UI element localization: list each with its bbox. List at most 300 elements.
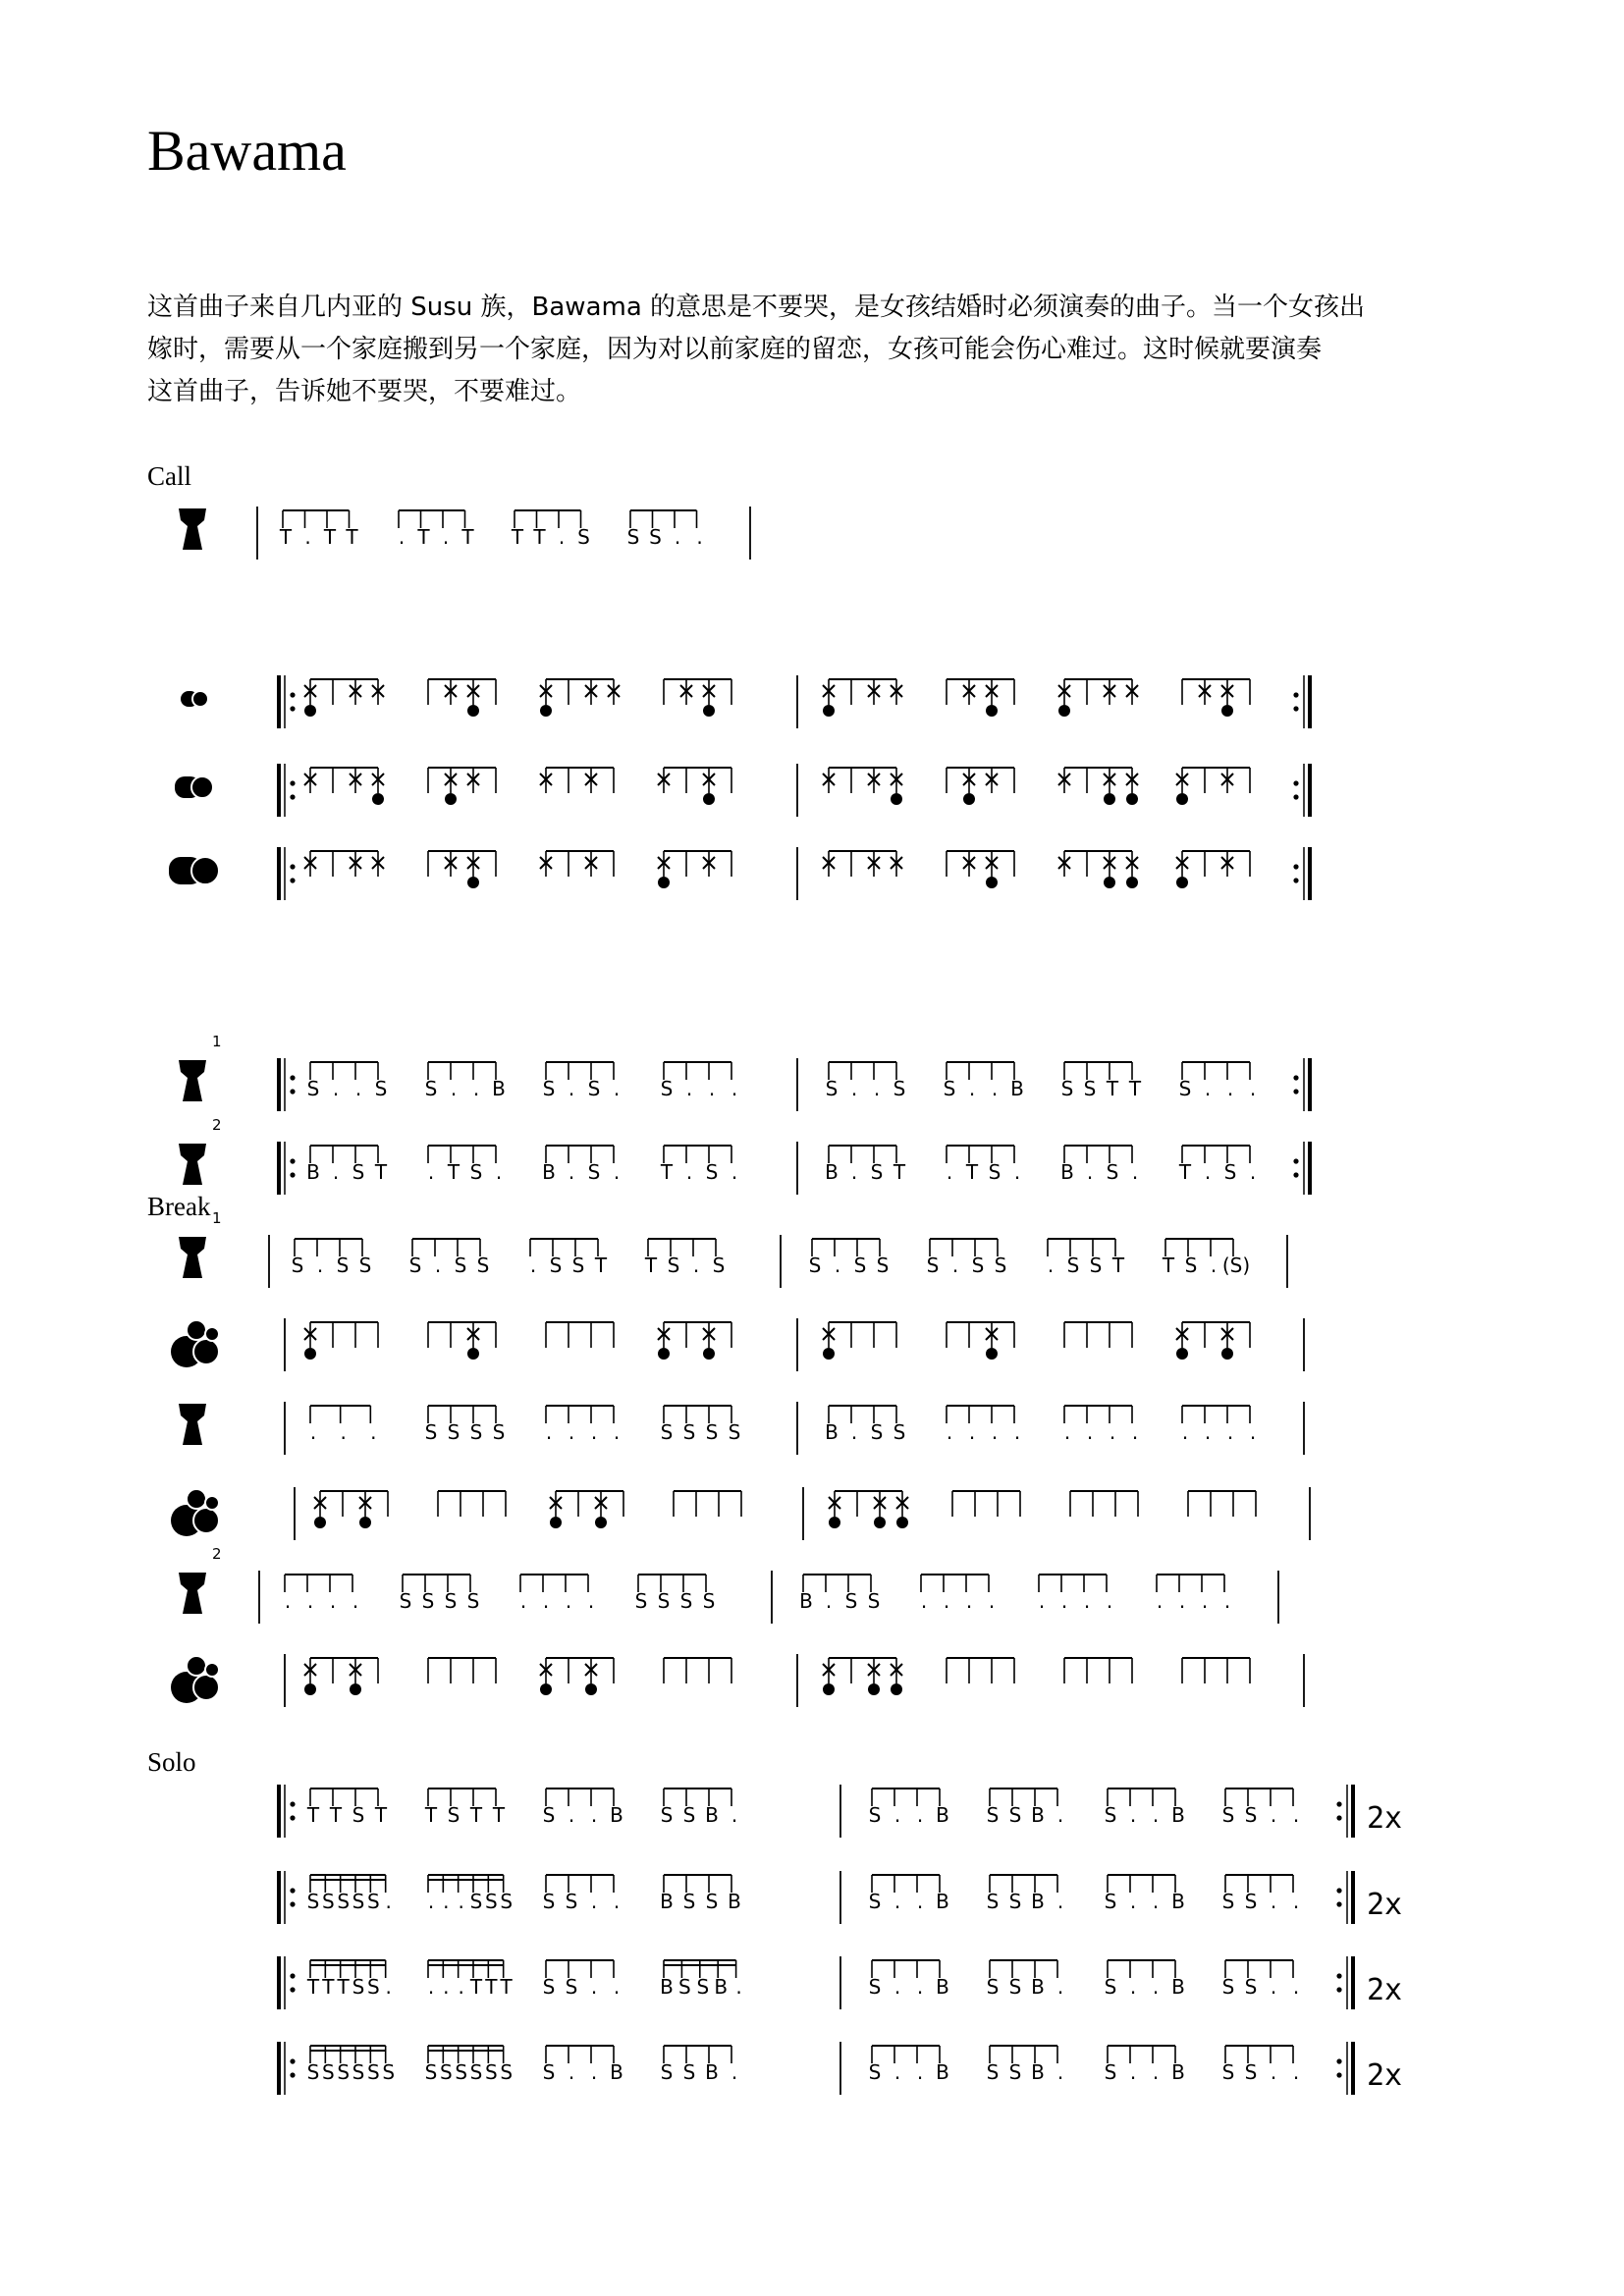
- stroke-letter: B: [1031, 1803, 1045, 1827]
- rest-dot: .: [735, 1975, 742, 1999]
- drum-hit: [1126, 877, 1138, 888]
- stroke-letter: S: [825, 1077, 839, 1100]
- stroke-letter: S: [667, 1254, 680, 1277]
- intro-line: 这首曲子来自几内亚的 Susu 族，Bawama 的意思是不要哭，是女孩结婚时必须演奏的曲子。当一个女孩出: [147, 293, 1366, 322]
- stroke-letter: S: [728, 1420, 741, 1444]
- repeat-dot: [1336, 1973, 1341, 1978]
- stroke-letter: S: [660, 2060, 674, 2084]
- repeat-dot: [1293, 1158, 1298, 1163]
- rest-dot: .: [443, 1890, 450, 1913]
- rest-dot: .: [1129, 1890, 1137, 1913]
- drum-hit: [585, 1683, 597, 1695]
- stroke-letter: S: [469, 2060, 483, 2084]
- stroke-letter: S: [366, 1890, 380, 1913]
- rest-dot: .: [519, 1589, 527, 1613]
- stroke-letter: B: [660, 1890, 674, 1913]
- stroke-letter: S: [421, 1589, 435, 1613]
- drum-hit: [1104, 793, 1115, 805]
- intro-line: 嫁时，需要从一个家庭搬到另一个家庭，因为对以前家庭的留恋，女孩可能会伤心难过。这时候就要演奏: [147, 335, 1323, 364]
- stroke-letter: T: [644, 1254, 658, 1277]
- rest-dot: .: [443, 1975, 450, 1999]
- stroke-letter: T: [492, 1803, 506, 1827]
- voice-number: 1: [212, 1209, 222, 1227]
- rest-dot: .: [590, 2060, 598, 2084]
- stroke-letter: S: [337, 2060, 351, 2084]
- rest-dot: .: [1109, 1420, 1116, 1444]
- repeat-dot: [290, 1815, 295, 1820]
- stroke-letter: B: [1171, 1803, 1185, 1827]
- stroke-letter: S: [660, 1420, 674, 1444]
- rest-dot: .: [590, 1975, 598, 1999]
- stroke-letter: S: [321, 1890, 335, 1913]
- stroke-letter: T: [469, 1975, 483, 1999]
- rest-dot: .: [1292, 1803, 1300, 1827]
- rest-dot: .: [988, 1589, 996, 1613]
- drum-hit: [891, 793, 902, 805]
- drum-hit: [874, 1517, 886, 1528]
- drum-hit: [550, 1517, 562, 1528]
- rest-dot: .: [685, 1160, 693, 1184]
- stroke-letter: S: [1008, 1890, 1022, 1913]
- stroke-letter: S: [971, 1254, 985, 1277]
- stroke-letter: B: [542, 1160, 556, 1184]
- stroke-letter: S: [358, 1254, 372, 1277]
- rest-dot: .: [1270, 1803, 1277, 1827]
- stroke-letter: S: [705, 1890, 719, 1913]
- stroke-letter: S: [337, 1890, 351, 1913]
- rest-dot: .: [1226, 1077, 1234, 1100]
- rest-dot: .: [1106, 1589, 1113, 1613]
- rest-dot: .: [968, 1420, 976, 1444]
- drum-hit: [658, 1348, 670, 1360]
- rest-dot: .: [1292, 2060, 1300, 2084]
- stroke-letter: T: [1162, 1254, 1175, 1277]
- dundun-set-icon: [171, 1656, 219, 1703]
- stroke-letter: B: [705, 1803, 719, 1827]
- rest-dot: .: [916, 1803, 924, 1827]
- rest-dot: .: [1131, 1420, 1139, 1444]
- stroke-letter: S: [986, 1803, 1000, 1827]
- rest-dot: .: [1063, 1420, 1071, 1444]
- rest-dot: .: [1129, 1803, 1137, 1827]
- stroke-letter: S: [484, 2060, 498, 2084]
- stroke-letter: T: [500, 1975, 513, 1999]
- rest-dot: .: [427, 1975, 435, 1999]
- rest-dot: .: [309, 1420, 317, 1444]
- rest-dot: .: [731, 1077, 738, 1100]
- rest-dot: .: [329, 1589, 337, 1613]
- stroke-letter: S: [844, 1589, 858, 1613]
- drum-hit: [359, 1517, 371, 1528]
- stroke-letter: S: [447, 1420, 460, 1444]
- drum-hit: [986, 1348, 998, 1360]
- stroke-letter: B: [1031, 1975, 1045, 1999]
- stroke-letter: S: [712, 1254, 726, 1277]
- stroke-letter: S: [492, 1420, 506, 1444]
- djembe-icon: [179, 1144, 206, 1185]
- page-title: Bawama: [147, 119, 347, 183]
- kenkeni-icon: [181, 691, 208, 707]
- rest-dot: .: [1292, 1890, 1300, 1913]
- stroke-letter: S: [1104, 1803, 1117, 1827]
- stroke-letter: S: [682, 2060, 696, 2084]
- stroke-letter: T: [594, 1254, 608, 1277]
- drum-hit: [823, 705, 835, 717]
- stroke-letter: S: [366, 2060, 380, 2084]
- rest-dot: .: [458, 1890, 464, 1913]
- repeat-dot: [290, 1901, 295, 1906]
- stroke-letter: T: [279, 525, 293, 549]
- drum-hit: [445, 793, 457, 805]
- stroke-letter: S: [705, 1160, 719, 1184]
- rest-dot: .: [1270, 1890, 1277, 1913]
- repeat-dot: [1336, 2072, 1341, 2077]
- djembe-icon: [179, 1573, 206, 1614]
- voice-number: 2: [212, 1116, 222, 1134]
- stroke-letter: S: [366, 1975, 380, 1999]
- rest-dot: .: [991, 1420, 999, 1444]
- rest-dot: .: [613, 1420, 621, 1444]
- stroke-letter: B: [936, 1975, 949, 1999]
- rest-dot: .: [1204, 1420, 1212, 1444]
- rest-dot: .: [332, 1160, 340, 1184]
- stroke-letter: B: [1060, 1160, 1074, 1184]
- stroke-letter: B: [936, 1890, 949, 1913]
- drum-hit: [304, 705, 316, 717]
- rest-dot: .: [1226, 1420, 1234, 1444]
- stroke-letter: T: [424, 1803, 438, 1827]
- repeat-dot: [1336, 1901, 1341, 1906]
- stroke-letter: S: [1223, 1160, 1237, 1184]
- drum-hit: [1221, 1348, 1233, 1360]
- djembe-icon: [179, 508, 206, 550]
- repeat-dot: [1336, 1815, 1341, 1820]
- repeat-dot: [1336, 2058, 1341, 2063]
- stroke-letter: S: [705, 1420, 719, 1444]
- stroke-letter: S: [306, 1890, 320, 1913]
- dundunba-icon: [169, 857, 219, 884]
- stroke-letter: S: [986, 1890, 1000, 1913]
- repeat-dot: [1293, 692, 1298, 697]
- stroke-letter: T: [306, 1803, 320, 1827]
- rest-dot: .: [1086, 1160, 1094, 1184]
- stroke-letter: S: [853, 1254, 867, 1277]
- stroke-letter: S: [1184, 1254, 1198, 1277]
- stroke-letter: B: [825, 1160, 839, 1184]
- rest-dot: .: [965, 1589, 973, 1613]
- drum-hit: [372, 793, 384, 805]
- rest-dot: .: [916, 2060, 924, 2084]
- stroke-letter: B: [610, 2060, 623, 2084]
- rest-dot: .: [946, 1420, 953, 1444]
- stroke-letter: S: [660, 1803, 674, 1827]
- stroke-letter: S: [542, 1803, 556, 1827]
- stroke-letter: B: [728, 1890, 741, 1913]
- stroke-letter: T: [965, 1160, 979, 1184]
- stroke-letter: S: [696, 1975, 710, 1999]
- stroke-letter: S: [476, 1254, 490, 1277]
- stroke-letter: T: [1128, 1077, 1142, 1100]
- rest-dot: .: [590, 1420, 598, 1444]
- rest-dot: .: [450, 1077, 458, 1100]
- stroke-letter: S: [484, 1890, 498, 1913]
- stroke-letter: S: [1178, 1077, 1192, 1100]
- repeat-dot: [1293, 1075, 1298, 1080]
- stroke-letter: S: [454, 1254, 467, 1277]
- stroke-letter: B: [610, 1803, 623, 1827]
- djembe-icon: [179, 1060, 206, 1101]
- rest-dot: .: [1270, 1975, 1277, 1999]
- rest-dot: .: [1038, 1589, 1046, 1613]
- repeat-dot: [290, 1075, 295, 1080]
- section-label-solo: Solo: [147, 1747, 196, 1777]
- stroke-letter: S: [1221, 1890, 1235, 1913]
- rest-dot: .: [385, 1890, 392, 1913]
- rest-dot: .: [565, 1589, 572, 1613]
- drum-hit: [1058, 705, 1070, 717]
- drum-hit: [467, 1348, 479, 1360]
- stroke-letter: T: [533, 525, 546, 549]
- rest-dot: .: [472, 1077, 480, 1100]
- stroke-letter: S: [469, 1160, 483, 1184]
- dundun-set-icon: [171, 1320, 219, 1367]
- rest-dot: .: [587, 1589, 595, 1613]
- stroke-letter: S: [808, 1254, 822, 1277]
- stroke-letter: T: [306, 1975, 320, 1999]
- stroke-letter: S: [306, 1077, 320, 1100]
- rest-dot: .: [590, 1803, 598, 1827]
- stroke-letter: B: [825, 1420, 839, 1444]
- intro-line: 这首曲子，告诉她不要哭，不要难过。: [147, 377, 582, 406]
- stroke-letter: S: [943, 1077, 956, 1100]
- stroke-letter: B: [714, 1975, 729, 1999]
- rest-dot: .: [1129, 2060, 1137, 2084]
- rest-dot: .: [674, 525, 681, 549]
- stroke-letter: T: [417, 525, 430, 549]
- rest-dot: .: [1152, 1803, 1160, 1827]
- drum-hit: [467, 877, 479, 888]
- repeat-dot: [290, 1089, 295, 1094]
- rest-dot: .: [1181, 1420, 1189, 1444]
- rest-dot: .: [558, 525, 566, 549]
- stroke-letter: S: [399, 1589, 412, 1613]
- repeat-dot: [290, 2072, 295, 2077]
- stroke-letter: S: [876, 1254, 890, 1277]
- djembe-icon: [179, 1404, 206, 1445]
- stroke-letter: B: [1171, 2060, 1185, 2084]
- rest-dot: .: [1249, 1420, 1257, 1444]
- rest-dot: .: [613, 1975, 621, 1999]
- stroke-letter: T: [485, 1975, 498, 1999]
- repeat-dot: [1336, 1987, 1341, 1992]
- rest-dot: .: [529, 1254, 537, 1277]
- rest-dot: .: [1083, 1589, 1091, 1613]
- drum-hit: [1104, 877, 1115, 888]
- rest-dot: .: [991, 1077, 999, 1100]
- rest-dot: .: [893, 2060, 901, 2084]
- stroke-letter: S: [447, 1803, 460, 1827]
- repeat-dot: [290, 2058, 295, 2063]
- djembe-icon: [179, 1237, 206, 1278]
- rest-dot: .: [352, 1589, 359, 1613]
- stroke-letter: S: [455, 2060, 468, 2084]
- stroke-letter: S: [657, 1589, 671, 1613]
- stroke-letter: B: [1031, 1890, 1045, 1913]
- stroke-letter: B: [1171, 1890, 1185, 1913]
- rest-dot: .: [1156, 1589, 1164, 1613]
- stroke-letter: S: [893, 1077, 906, 1100]
- rest-dot: .: [1131, 1160, 1139, 1184]
- stroke-letter: S: [626, 525, 640, 549]
- stroke-letter: S: [352, 2060, 365, 2084]
- stroke-letter: B: [306, 1160, 320, 1184]
- rest-dot: .: [1086, 1420, 1094, 1444]
- rest-dot: .: [495, 1160, 503, 1184]
- stroke-letter: S: [682, 1803, 696, 1827]
- stroke-letter: S: [500, 1890, 514, 1913]
- rest-dot: .: [1013, 1160, 1021, 1184]
- repeat-dot: [1293, 780, 1298, 785]
- stroke-letter: T: [323, 525, 337, 549]
- rest-dot: .: [458, 1975, 464, 1999]
- rest-dot: .: [834, 1254, 841, 1277]
- stroke-letter: S: [649, 525, 662, 549]
- stroke-letter: S: [1083, 1077, 1097, 1100]
- drum-hit: [963, 793, 975, 805]
- stroke-letter: S: [682, 1890, 696, 1913]
- stroke-letter: T: [511, 525, 524, 549]
- stroke-letter: T: [374, 1160, 388, 1184]
- rest-dot: .: [398, 525, 406, 549]
- rest-dot: .: [354, 1077, 362, 1100]
- stroke-letter: S: [577, 525, 590, 549]
- repeat-dot: [290, 1801, 295, 1806]
- rest-dot: .: [1047, 1254, 1055, 1277]
- stroke-letter: S: [660, 1077, 674, 1100]
- drum-hit: [304, 1348, 316, 1360]
- rest-dot: .: [370, 1420, 377, 1444]
- rest-dot: .: [893, 1803, 901, 1827]
- drum-hit: [540, 1683, 552, 1695]
- rest-dot: .: [1178, 1589, 1186, 1613]
- stroke-letter: S: [542, 1890, 556, 1913]
- stroke-letter: S: [352, 1803, 365, 1827]
- stroke-letter: S: [542, 2060, 556, 2084]
- stroke-letter: T: [346, 525, 358, 549]
- rest-dot: .: [893, 1890, 901, 1913]
- stroke-letter: S: [1008, 1975, 1022, 1999]
- stroke-letter: S: [542, 1975, 556, 1999]
- repeat-dot: [290, 864, 295, 869]
- stroke-letter: S: [1244, 1890, 1258, 1913]
- stroke-letter: S: [1244, 1803, 1258, 1827]
- stroke-letter: T: [337, 1975, 350, 1999]
- stroke-letter: S: [1221, 2060, 1235, 2084]
- rest-dot: .: [850, 1160, 858, 1184]
- stroke-letter: T: [329, 1803, 343, 1827]
- stroke-letter: B: [936, 1803, 949, 1827]
- stroke-letter: S: [424, 1420, 438, 1444]
- drum-hit: [314, 1517, 326, 1528]
- drum-hit: [703, 793, 715, 805]
- stroke-letter: S: [988, 1160, 1001, 1184]
- rest-dot: .: [1152, 1890, 1160, 1913]
- rest-dot: .: [427, 1890, 435, 1913]
- stroke-letter: B: [705, 2060, 719, 2084]
- stroke-letter: B: [799, 1589, 813, 1613]
- rest-dot: .: [731, 2060, 738, 2084]
- rest-dot: .: [951, 1254, 959, 1277]
- rest-dot: .: [1210, 1254, 1218, 1277]
- repeat-dot: [290, 1888, 295, 1893]
- stroke-letter: T: [322, 1975, 335, 1999]
- repeat-count: 2x: [1367, 1801, 1403, 1836]
- stroke-letter: S: [587, 1077, 601, 1100]
- sangban-icon: [175, 776, 213, 798]
- repeat-dot: [290, 1158, 295, 1163]
- stroke-letter: S: [868, 1890, 882, 1913]
- stroke-letter: S: [352, 1890, 365, 1913]
- stroke-letter: T: [447, 1160, 460, 1184]
- rest-dot: .: [1060, 1589, 1068, 1613]
- drum-hit: [986, 877, 998, 888]
- rest-dot: .: [590, 1890, 598, 1913]
- stroke-letter: S: [926, 1254, 940, 1277]
- repeat-dot: [1293, 1089, 1298, 1094]
- rest-dot: .: [708, 1077, 716, 1100]
- repeat-dot: [290, 1973, 295, 1978]
- stroke-letter: T: [1178, 1160, 1192, 1184]
- stroke-letter: B: [1171, 1975, 1185, 1999]
- stroke-letter: S: [870, 1160, 884, 1184]
- stroke-letter: T: [660, 1160, 674, 1184]
- stroke-letter: S: [1244, 2060, 1258, 2084]
- rest-dot: .: [946, 1160, 953, 1184]
- stroke-letter: B: [1010, 1077, 1024, 1100]
- rest-dot: .: [1292, 1975, 1300, 1999]
- rest-dot: .: [613, 1077, 621, 1100]
- rest-dot: .: [434, 1254, 442, 1277]
- rest-dot: .: [1056, 1890, 1064, 1913]
- stroke-letter: S: [469, 1890, 483, 1913]
- rest-dot: .: [332, 1077, 340, 1100]
- repeat-dot: [1293, 1172, 1298, 1177]
- stroke-letter: S: [893, 1420, 906, 1444]
- rest-dot: .: [1270, 2060, 1277, 2084]
- stroke-letter: S: [868, 1803, 882, 1827]
- rest-dot: .: [873, 1077, 881, 1100]
- stroke-letter: T: [893, 1160, 906, 1184]
- repeat-dot: [1293, 878, 1298, 882]
- stroke-letter: S: [1066, 1254, 1080, 1277]
- rest-dot: .: [568, 1160, 575, 1184]
- drum-hit: [829, 1517, 840, 1528]
- rest-dot: .: [916, 1975, 924, 1999]
- repeat-dot: [1293, 706, 1298, 711]
- repeat-count: 2x: [1367, 2058, 1403, 2093]
- stroke-letter: B: [660, 1975, 674, 1999]
- rest-dot: .: [442, 525, 450, 549]
- section-label-break: Break: [147, 1192, 211, 1221]
- stroke-letter: S: [587, 1160, 601, 1184]
- repeat-dot: [290, 780, 295, 785]
- rest-dot: .: [1056, 2060, 1064, 2084]
- drum-hit: [896, 1517, 908, 1528]
- rest-dot: .: [427, 1160, 435, 1184]
- drum-hit: [986, 705, 998, 717]
- rest-dot: .: [1129, 1975, 1137, 1999]
- repeat-count: 2x: [1367, 1888, 1403, 1922]
